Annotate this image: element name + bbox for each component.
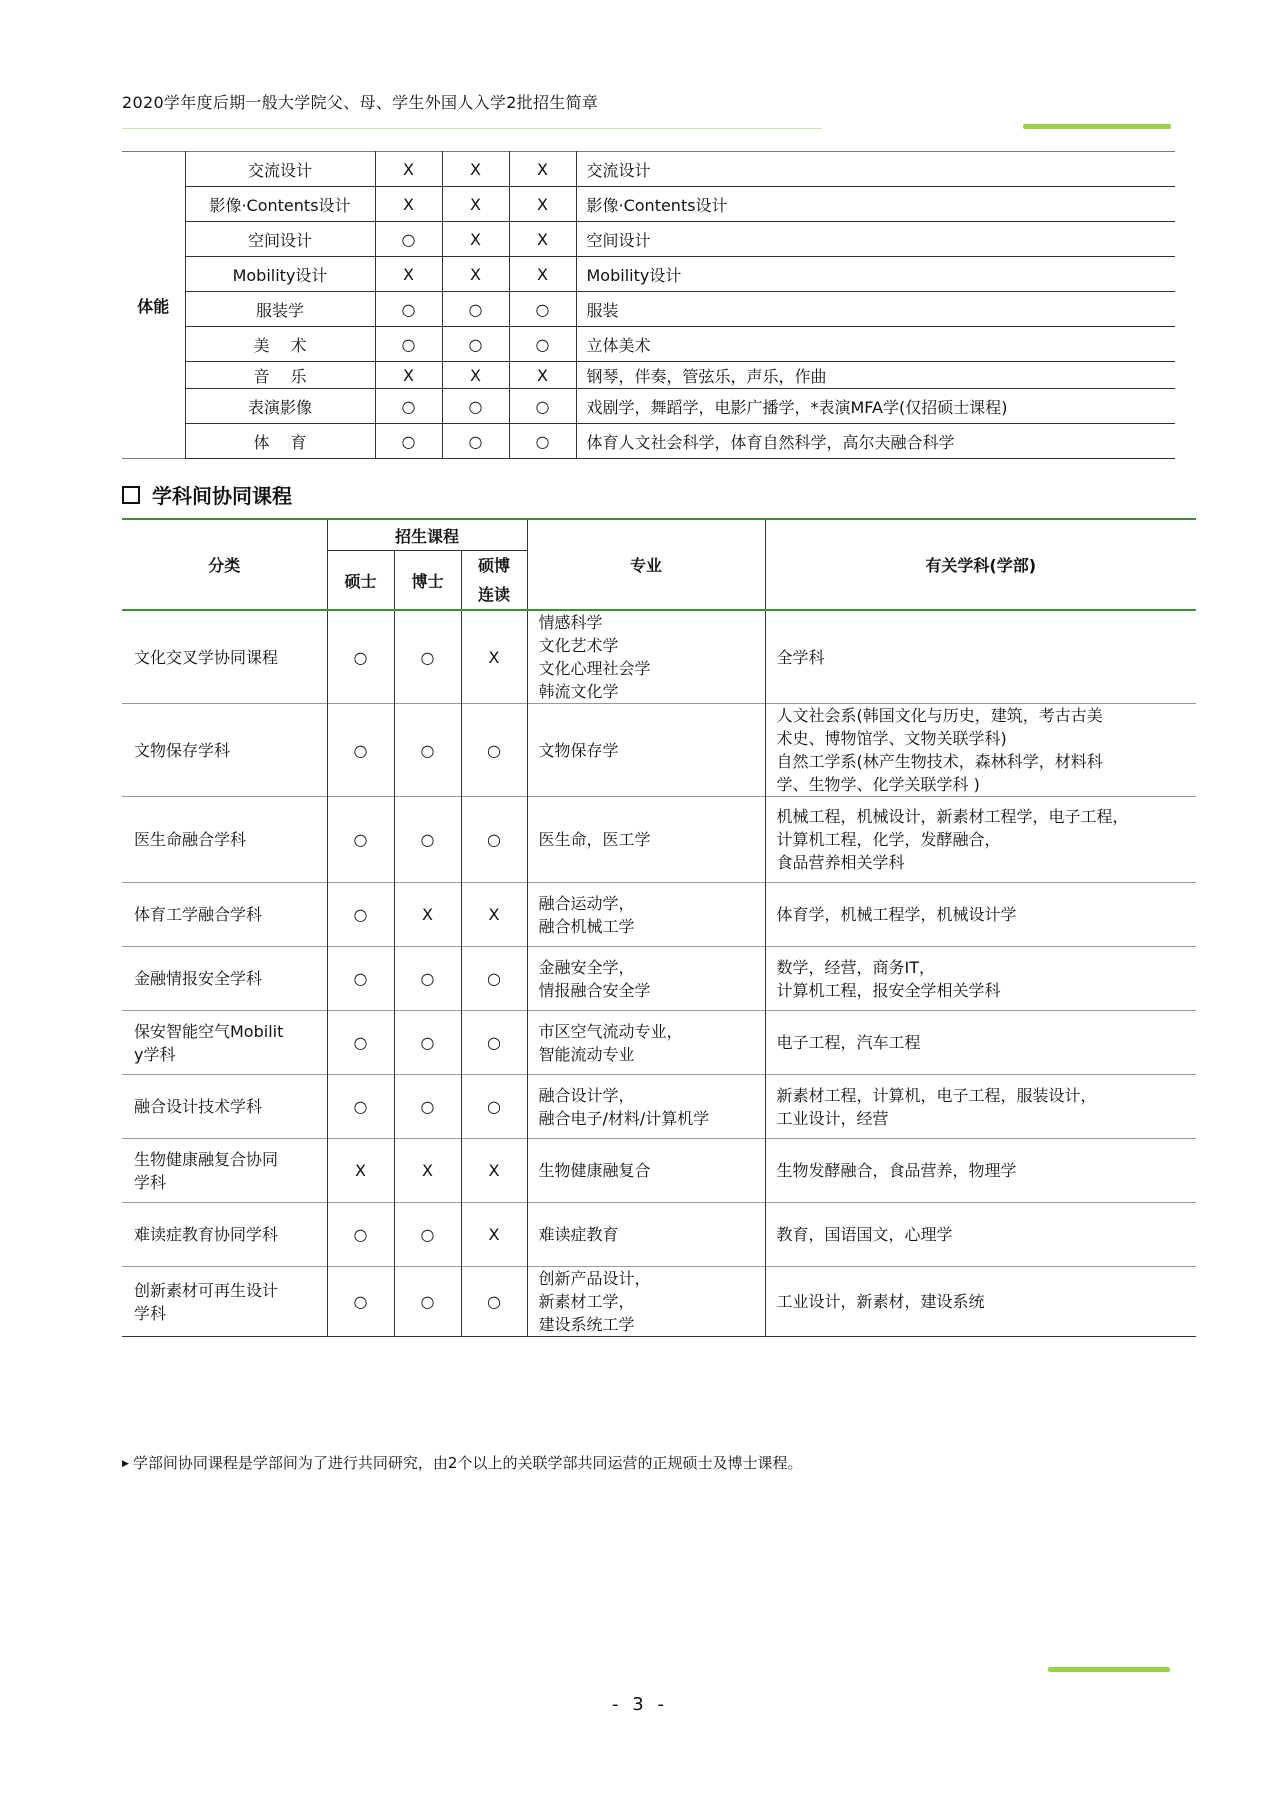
name-line: 文物保存学科 — [134, 740, 231, 760]
name-line: 创新素材可再生设计 — [134, 1280, 279, 1300]
related-line: 食品营养相关学科 — [776, 853, 905, 872]
table-row — [122, 1075, 1196, 1139]
doctor-mark-cell: X — [442, 222, 509, 257]
specialty-line: 医生命，医工学 — [538, 830, 651, 849]
program-name-cell — [122, 1267, 327, 1337]
related-cell — [765, 797, 1196, 883]
program-name-cell — [122, 883, 327, 947]
section-title-text: 学科间协同课程 — [152, 484, 292, 508]
related-cell — [765, 883, 1196, 947]
doctor-mark-cell: ○ — [394, 704, 461, 797]
doctor-mark-cell: X — [442, 152, 509, 187]
specialty-cell — [527, 1139, 765, 1203]
table-row — [122, 362, 1175, 389]
master-mark-cell: ○ — [327, 704, 394, 797]
related-cell — [765, 610, 1196, 704]
related-cell — [765, 1267, 1196, 1337]
dept-name-cell: 表演影像 — [185, 389, 375, 424]
combined-mark-cell: ○ — [461, 1011, 527, 1075]
specialty-line: 市区空气流动专业， — [538, 1021, 683, 1041]
table-row — [122, 152, 1175, 187]
combined-mark-cell: X — [461, 1139, 527, 1203]
specialty-line: 难读症教育 — [538, 1225, 619, 1244]
master-mark-cell: ○ — [375, 292, 442, 327]
master-mark-cell: ○ — [375, 222, 442, 257]
specialty-cell: 服装 — [576, 292, 1175, 327]
dept-name-cell: 服装学 — [185, 292, 375, 327]
combined-mark-cell: ○ — [509, 292, 576, 327]
name-line: 体育工学融合学科 — [134, 905, 263, 924]
table-row — [122, 292, 1175, 327]
specialty-cell — [527, 883, 765, 947]
doctor-mark-cell: X — [394, 883, 461, 947]
doctor-mark-cell: ○ — [442, 424, 509, 459]
name-line: 金融情报安全学科 — [134, 969, 263, 988]
program-name-cell — [122, 1139, 327, 1203]
doctor-mark-cell: ○ — [394, 610, 461, 704]
combined-mark-cell: ○ — [461, 947, 527, 1011]
specialty-line: 韩流文化学 — [538, 682, 619, 701]
specialty-cell: 钢琴，伴奏，管弦乐，声乐，作曲 — [576, 362, 1175, 389]
dept-name-cell: 交流设计 — [185, 152, 375, 187]
doctor-mark-cell: ○ — [394, 947, 461, 1011]
doctor-mark-cell: ○ — [394, 1011, 461, 1075]
related-line: 电子工程，汽车工程 — [776, 1033, 921, 1052]
master-mark-cell: X — [375, 257, 442, 292]
related-line: 术史、博物馆学、文物关联学科) — [776, 729, 1007, 748]
name-line: 学科 — [134, 1303, 167, 1323]
table-row — [122, 947, 1196, 1011]
master-mark-cell: ○ — [327, 610, 394, 704]
header-category: 分类 — [208, 556, 241, 575]
related-line: 工业设计，经营 — [776, 1108, 889, 1128]
name-line: 融合设计技术学科 — [134, 1097, 263, 1116]
doctor-mark-cell: X — [442, 187, 509, 222]
master-mark-cell: X — [327, 1139, 394, 1203]
specialty-cell — [527, 1075, 765, 1139]
related-cell — [765, 704, 1196, 797]
specialty-cell — [527, 610, 765, 704]
program-name-cell — [122, 1203, 327, 1267]
program-name-cell — [122, 1075, 327, 1139]
master-mark-cell: ○ — [327, 947, 394, 1011]
related-cell — [765, 1139, 1196, 1203]
program-name-cell — [122, 1011, 327, 1075]
combined-mark-cell: ○ — [509, 424, 576, 459]
specialty-line: 情感科学 — [538, 613, 603, 632]
specialty-line: 建设系统工学 — [538, 1315, 635, 1334]
document-header-title: 2020学年度后期一般大学院父、母、学生外国人入学2批招生简章 — [122, 93, 599, 112]
master-mark-cell: ○ — [327, 1075, 394, 1139]
related-line: 人文社会系(韩国文化与历史，建筑，考古古美 — [776, 706, 1103, 725]
triangle-bullet-icon: ▶ — [122, 1459, 129, 1469]
related-line: 学、生物学、化学关联学科 ) — [776, 775, 980, 794]
header-program-group: 招生课程 — [327, 519, 527, 551]
combined-mark-cell: X — [509, 222, 576, 257]
program-name-cell — [122, 797, 327, 883]
related-line: 全学科 — [776, 647, 825, 667]
header-rule — [122, 128, 822, 129]
specialty-line: 融合运动学， — [538, 893, 635, 913]
doctor-mark-cell: ○ — [442, 292, 509, 327]
combined-mark-cell: X — [509, 152, 576, 187]
table-row — [122, 1139, 1196, 1203]
dept-name-cell: 音 乐 — [185, 362, 375, 389]
master-mark-cell: ○ — [375, 424, 442, 459]
header-combined-line2: 连读 — [477, 585, 510, 604]
combined-mark-cell: X — [461, 1203, 527, 1267]
specialty-cell: 立体美术 — [576, 327, 1175, 362]
specialty-line: 生物健康融复合 — [538, 1161, 651, 1180]
specialty-line: 情报融合安全学 — [538, 980, 651, 1000]
dept-name-cell: Mobility设计 — [185, 257, 375, 292]
header-doctor: 博士 — [394, 551, 461, 611]
related-cell — [765, 1203, 1196, 1267]
related-line: 体育学，机械工程学，机械设计学 — [776, 905, 1017, 924]
footnote — [122, 1452, 802, 1473]
dept-name-cell: 体 育 — [185, 424, 375, 459]
specialty-line: 融合机械工学 — [538, 916, 635, 936]
specialty-cell — [527, 1203, 765, 1267]
specialty-cell — [527, 704, 765, 797]
combined-mark-cell: X — [509, 362, 576, 389]
name-line: 保安智能空气Mobilit — [134, 1021, 284, 1041]
table-row — [122, 610, 1196, 704]
combined-mark-cell: ○ — [461, 1075, 527, 1139]
specialty-cell: 空间设计 — [576, 222, 1175, 257]
specialty-cell — [527, 797, 765, 883]
master-mark-cell: ○ — [375, 389, 442, 424]
related-line: 机械工程，机械设计，新素材工程学，电子工程， — [776, 807, 1129, 826]
doctor-mark-cell: X — [394, 1139, 461, 1203]
doctor-mark-cell: X — [442, 257, 509, 292]
specialty-line: 文化心理社会学 — [538, 659, 651, 678]
master-mark-cell: ○ — [327, 1267, 394, 1337]
name-line: 学科 — [134, 1172, 167, 1192]
header-master: 硕士 — [327, 551, 394, 611]
section-title — [122, 480, 292, 509]
header-combined-line1: 硕博 — [477, 556, 510, 575]
table-row — [122, 424, 1175, 459]
name-line: 医生命融合学科 — [134, 830, 247, 849]
doctor-mark-cell: ○ — [442, 327, 509, 362]
checkbox-square-icon — [122, 486, 140, 504]
name-line: 文化交叉学协同课程 — [134, 647, 279, 667]
table-row — [122, 1203, 1196, 1267]
specialty-line: 文化艺术学 — [538, 636, 619, 655]
combined-mark-cell: X — [461, 610, 527, 704]
table-row — [122, 1011, 1196, 1075]
footnote-text: 学部间协同课程是学部间为了进行共同研究，由2个以上的关联学部共同运营的正规硕士及博士课程。 — [132, 1454, 803, 1472]
specialty-cell: Mobility设计 — [576, 257, 1175, 292]
table-row — [122, 704, 1196, 797]
related-line: 新素材工程，计算机，电子工程，服装设计， — [776, 1085, 1097, 1105]
combined-mark-cell: ○ — [509, 327, 576, 362]
category-cell: 体能 — [137, 296, 170, 316]
table-row — [122, 883, 1196, 947]
specialty-line: 新素材工学， — [538, 1292, 635, 1311]
header-combined — [461, 551, 527, 611]
dept-name-cell: 美 术 — [185, 327, 375, 362]
related-cell — [765, 1075, 1196, 1139]
master-mark-cell: ○ — [327, 1203, 394, 1267]
doctor-mark-cell: X — [442, 362, 509, 389]
name-line: y学科 — [134, 1044, 176, 1064]
specialty-line: 智能流动专业 — [538, 1044, 635, 1064]
arts-programs-table — [122, 151, 1175, 459]
specialty-cell: 体育人文社会科学，体育自然科学，高尔夫融合科学 — [576, 424, 1175, 459]
combined-mark-cell: X — [461, 883, 527, 947]
master-mark-cell: X — [375, 152, 442, 187]
combined-mark-cell: ○ — [509, 389, 576, 424]
specialty-cell: 交流设计 — [576, 152, 1175, 187]
specialty-cell: 戏剧学，舞蹈学，电影广播学，*表演MFA学(仅招硕士课程) — [576, 389, 1175, 424]
related-line: 工业设计，新素材，建设系统 — [776, 1292, 985, 1311]
specialty-line: 融合电子/材料/计算机学 — [538, 1108, 710, 1128]
specialty-line: 文物保存学 — [538, 740, 619, 760]
specialty-cell: 影像·Contents设计 — [576, 187, 1175, 222]
table-row — [122, 327, 1175, 362]
program-name-cell — [122, 704, 327, 797]
master-mark-cell: X — [375, 187, 442, 222]
related-line: 数学，经营，商务IT， — [776, 957, 935, 977]
accent-bar-top — [1023, 124, 1171, 129]
master-mark-cell: ○ — [375, 327, 442, 362]
related-cell — [765, 947, 1196, 1011]
doctor-mark-cell: ○ — [394, 1075, 461, 1139]
specialty-cell — [527, 1267, 765, 1337]
header-related: 有关学科(学部) — [765, 519, 1196, 610]
related-cell — [765, 1011, 1196, 1075]
interdisciplinary-programs-table — [122, 518, 1196, 1337]
related-line: 自然工学系(林产生物技术，森林科学，材料科 — [776, 752, 1103, 771]
dept-name-cell: 空间设计 — [185, 222, 375, 257]
page-number: - 3 - — [612, 1694, 668, 1715]
combined-mark-cell: X — [509, 257, 576, 292]
doctor-mark-cell: ○ — [394, 1267, 461, 1337]
table-row — [122, 187, 1175, 222]
combined-mark-cell: X — [509, 187, 576, 222]
program-name-cell — [122, 947, 327, 1011]
accent-bar-bottom — [1048, 1667, 1170, 1672]
doctor-mark-cell: ○ — [442, 389, 509, 424]
table-row — [122, 389, 1175, 424]
table-row — [122, 1267, 1196, 1337]
name-line: 难读症教育协同学科 — [134, 1225, 279, 1244]
related-line: 教育，国语国文，心理学 — [776, 1225, 953, 1244]
combined-mark-cell: ○ — [461, 704, 527, 797]
master-mark-cell: X — [375, 362, 442, 389]
dept-name-cell: 影像·Contents设计 — [185, 187, 375, 222]
name-line: 生物健康融复合协同 — [134, 1149, 279, 1169]
table-row — [122, 797, 1196, 883]
table-row — [122, 222, 1175, 257]
doctor-mark-cell: ○ — [394, 797, 461, 883]
specialty-cell — [527, 1011, 765, 1075]
doctor-mark-cell: ○ — [394, 1203, 461, 1267]
specialty-line: 融合设计学， — [538, 1085, 635, 1105]
table-row — [122, 257, 1175, 292]
combined-mark-cell: ○ — [461, 797, 527, 883]
master-mark-cell: ○ — [327, 797, 394, 883]
header-specialty: 专业 — [527, 519, 765, 610]
specialty-line: 金融安全学， — [538, 957, 635, 977]
related-line: 生物发酵融合，食品营养，物理学 — [776, 1161, 1017, 1180]
program-name-cell — [122, 610, 327, 704]
master-mark-cell: ○ — [327, 1011, 394, 1075]
related-line: 计算机工程，报安全学相关学科 — [776, 980, 1001, 1000]
related-line: 计算机工程，化学，发酵融合， — [776, 830, 1001, 849]
specialty-line: 创新产品设计， — [538, 1269, 651, 1288]
specialty-cell — [527, 947, 765, 1011]
combined-mark-cell: ○ — [461, 1267, 527, 1337]
master-mark-cell: ○ — [327, 883, 394, 947]
